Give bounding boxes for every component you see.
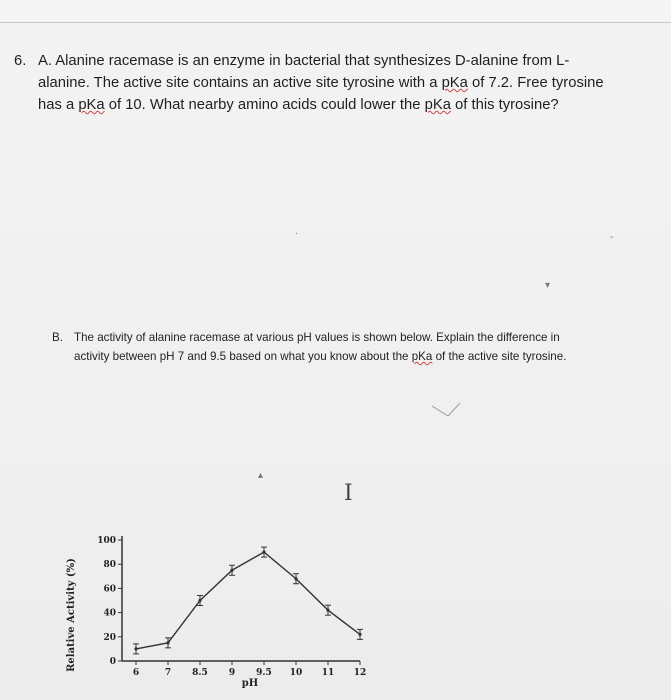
x-tick-label: 9.5 [256,668,272,678]
x-tick-label: 10 [289,668,303,678]
text-cursor-icon: I [344,481,353,506]
chart-series [133,547,363,654]
y-axis-title: Relative Activity (%) [66,558,77,672]
y-tick-label: 20 [103,632,116,643]
y-tick-label: 100 [97,536,116,546]
series-line [136,552,360,649]
question-b-number: B. [52,331,63,344]
x-tick-label: 8.5 [192,668,208,678]
checkmark-scribble-icon [430,400,464,428]
y-ticks [97,536,122,667]
stray-mark: - [610,232,614,243]
x-ticks [133,661,366,678]
question-6a-text: A. Alanine racemase is an enzyme in bacterial that synthesizes D-alanine from L-alanine. The active site contains an active site tyrosine with a pKa of 7.2. Free tyrosine has a pKa of 10. What nearby amino acids could lower the pKa of this tyrosine? [38,53,604,113]
stray-mark: ▴ [258,470,264,481]
y-tick-label: 0 [109,657,116,667]
stray-mark: · [295,228,299,239]
x-tick-label: 11 [321,668,335,678]
y-tick-label: 80 [103,560,116,571]
x-tick-label: 7 [164,668,172,678]
x-tick-label: 12 [353,668,367,678]
x-axis-title: pH [241,678,259,689]
question-number: 6. [14,53,27,69]
question-6b-text: The activity of alanine racemase at various pH values is shown below. Explain the difference in activity between pH 7 and 9.5 based on what you know about the pKa of the active site tyrosine. [74,331,567,363]
y-tick-label: 40 [103,608,116,619]
stray-mark: ▾ [545,280,551,291]
x-tick-label: 9 [228,668,236,678]
activity-chart [60,520,380,690]
chart-axes [122,536,360,661]
y-tick-label: 60 [103,584,116,595]
top-rule [0,0,671,23]
x-tick-label: 6 [132,668,140,678]
